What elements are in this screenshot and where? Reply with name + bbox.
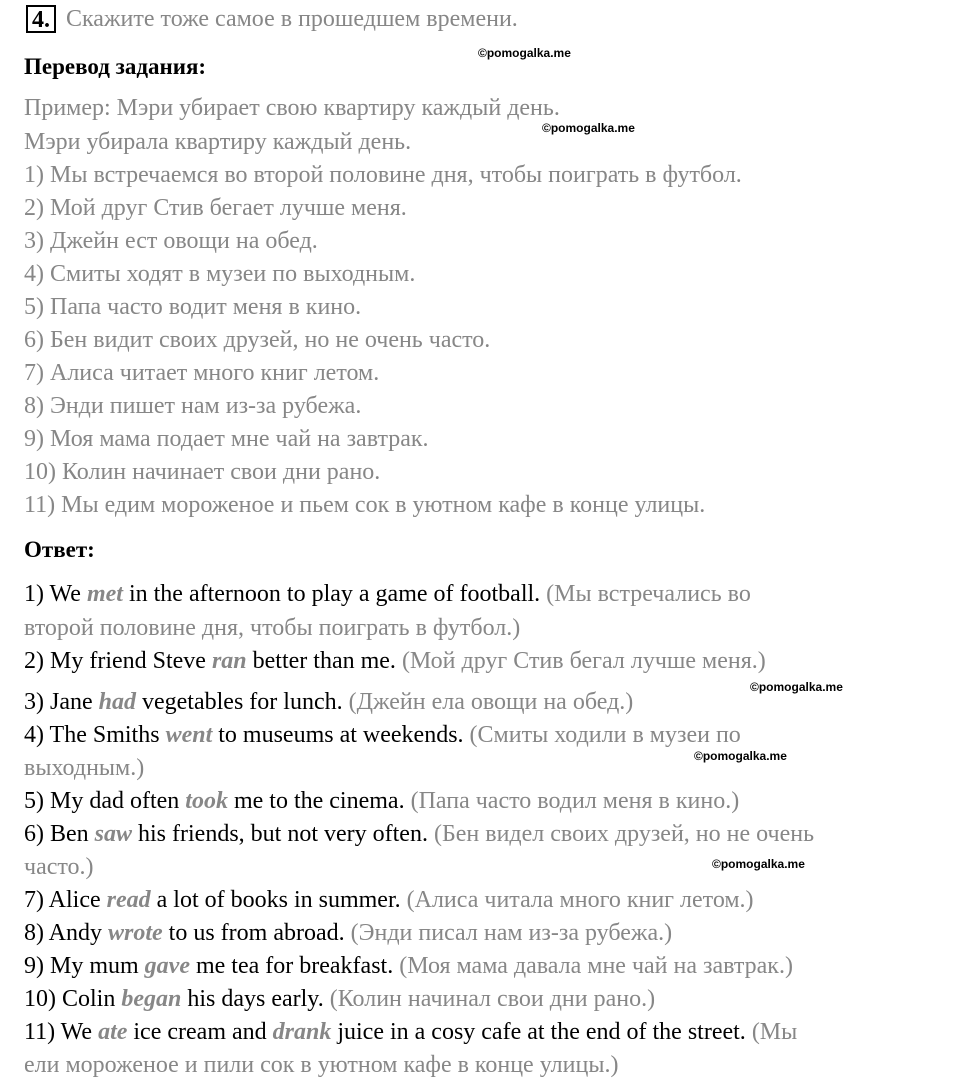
answer-2-verb: ran [211,648,247,674]
answer-1-start: 1) We [24,581,87,607]
translation-line-6: 6) Бен видит своих друзей, но не очень часто. [24,327,491,353]
answer-11-verb-1: ate [98,1019,128,1045]
task-number: 4. [26,5,56,33]
translation-line-8: 8) Энди пишет нам из-за рубежа. [24,393,362,419]
translation-line-2: 2) Мой друг Стив бегает лучше меня. [24,195,407,221]
answer-9-start: 9) My mum [24,953,145,979]
answer-6-translation-cont: часто.) [24,854,94,880]
translation-line-7: 7) Алиса читает много книг летом. [24,360,380,386]
answer-11-middle: ice cream and [127,1019,273,1045]
answer-5-rest: me to the cinema. [227,788,411,814]
answer-1-translation: (Мы встречались во [546,581,751,607]
task-title: Скажите тоже самое в прошедшем времени. [66,6,518,32]
answer-3 [24,687,633,717]
translation-line-11: 11) Мы едим мороженое и пьем сок в уютном кафе в конце улицы. [24,492,706,518]
answer-1 [24,579,751,609]
answer-10-rest: his days early. [181,986,330,1012]
answer-6 [24,819,814,849]
translation-line-4: 4) Смиты ходят в музеи по выходным. [24,261,416,287]
answer-3-start: 3) Jane [24,689,99,715]
answer-11 [24,1017,797,1047]
answer-11-rest: juice in a cosy cafe at the end of the street. [331,1019,752,1045]
answer-9-rest: me tea for breakfast. [189,953,400,979]
watermark-1: ©pomogalka.me [478,46,571,60]
answer-8-verb: wrote [108,920,163,946]
answer-2 [24,646,766,676]
answer-5 [24,786,739,816]
answer-6-start: 6) Ben [24,821,95,847]
answer-7-translation: (Алиса читала много книг летом.) [406,887,754,913]
translation-line-example-answer: Мэри убирала квартиру каждый день. [24,129,412,155]
watermark-5: ©pomogalka.me [712,857,805,871]
answer-9 [24,951,793,981]
answer-11-translation: (Мы [751,1019,798,1045]
answer-10-start: 10) Colin [24,986,122,1012]
answer-3-rest: vegetables for lunch. [136,689,349,715]
answer-4-start: 4) The Smiths [24,722,166,748]
answer-10 [24,984,655,1014]
answer-2-translation: (Мой друг Стив бегал лучше меня.) [401,648,766,674]
answer-4-rest: to museums at weekends. [212,722,470,748]
answer-10-translation: (Колин начинал свои дни рано.) [329,986,656,1012]
answer-8-rest: to us from abroad. [162,920,351,946]
translation-line-1: 1) Мы встречаемся во второй половине дня, чтобы поиграть в футбол. [24,162,742,188]
answer-9-verb: gave [144,953,190,979]
answer-6-translation: (Бен видел своих друзей, но не очень [433,821,815,847]
answer-4-translation: (Смиты ходили в музеи по [469,722,741,748]
answer-11-start: 11) We [24,1019,99,1045]
answer-2-rest: better than me. [246,648,402,674]
answer-5-translation: (Папа часто водил меня в кино.) [410,788,740,814]
answer-1-translation-cont: второй половине дня, чтобы поиграть в футбол.) [24,615,521,641]
answer-9-translation: (Моя мама давала мне чай на завтрак.) [399,953,793,979]
answer-3-verb: had [98,689,136,715]
watermark-3: ©pomogalka.me [750,680,843,694]
answer-4-translation-cont: выходным.) [24,755,145,781]
answer-7-rest: a lot of books in summer. [150,887,407,913]
answer-5-start: 5) My dad often [24,788,186,814]
answer-3-translation: (Джейн ела овощи на обед.) [348,689,634,715]
watermark-4: ©pomogalka.me [694,749,787,763]
answer-2-start: 2) My friend Steve [24,648,212,674]
answer-11-translation-cont: ели мороженое и пили сок в уютном кафе в конце улицы.) [24,1052,619,1078]
translation-header: Перевод задания: [24,54,207,79]
translation-line-10: 10) Колин начинает свои дни рано. [24,459,381,485]
translation-line-5: 5) Папа часто водит меня в кино. [24,294,362,320]
answer-7-verb: read [106,887,151,913]
answer-8-translation: (Энди писал нам из-за рубежа.) [350,920,673,946]
answer-6-verb: saw [94,821,133,847]
answer-5-verb: took [185,788,228,814]
answer-7 [24,885,754,915]
answer-4 [24,720,741,750]
answer-header: Ответ: [24,537,95,562]
translation-line-9: 9) Моя мама подает мне чай на завтрак. [24,426,429,452]
answer-10-verb: began [121,986,182,1012]
translation-line-3: 3) Джейн ест овощи на обед. [24,228,318,254]
answer-8-start: 8) Andy [24,920,108,946]
answer-7-start: 7) Alice [24,887,107,913]
answer-6-rest: his friends, but not very often. [132,821,434,847]
answer-8 [24,918,672,948]
watermark-2: ©pomogalka.me [542,121,635,135]
answer-4-verb: went [165,722,213,748]
translation-line-example: Пример: Мэри убирает свою квартиру каждый день. [24,95,560,121]
answer-1-rest: in the afternoon to play a game of football. [122,581,547,607]
answer-11-verb-2: drank [272,1019,332,1045]
answer-1-verb: met [86,581,123,607]
